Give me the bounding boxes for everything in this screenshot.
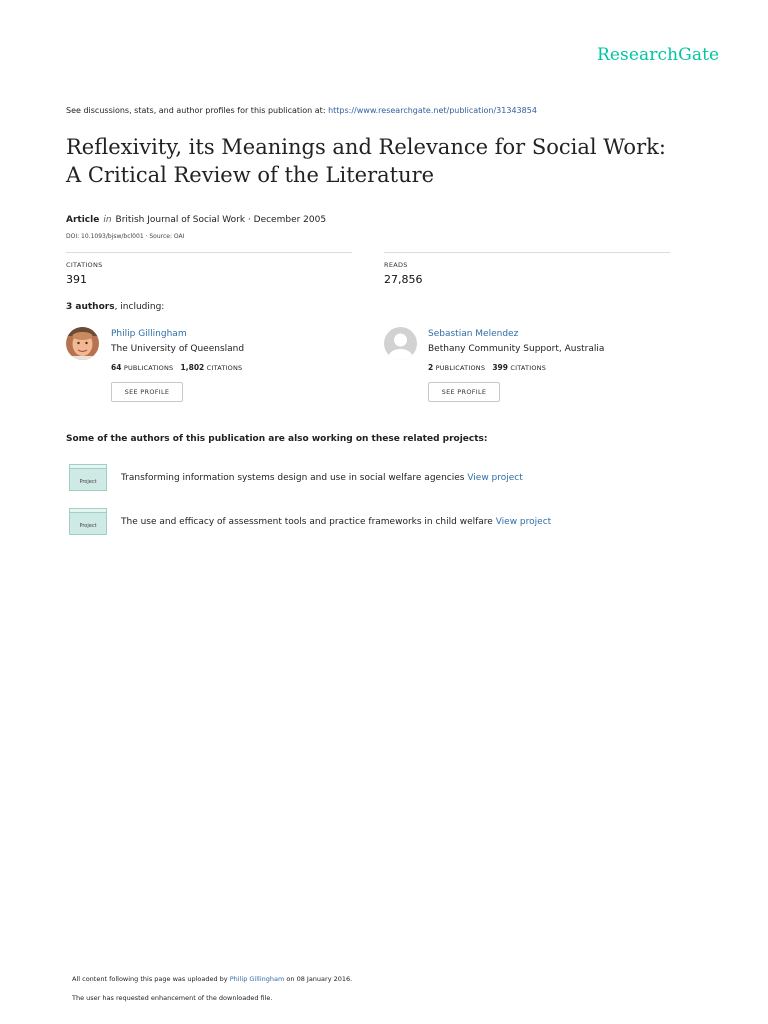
publication-link[interactable]: https://www.researchgate.net/publication/31343854 (328, 106, 537, 115)
authors-heading (66, 302, 164, 312)
related-projects-heading: Some of the authors of this publication are also working on these related projects: (66, 434, 488, 444)
title-line-2: A Critical Review of the Literature (66, 163, 435, 187)
project-title: The use and efficacy of assessment tools and practice frameworks in child welfare (121, 517, 493, 527)
citations-value: 391 (66, 273, 87, 286)
view-project-link[interactable]: View project (495, 517, 552, 527)
author-institution: Bethany Community Support, Australia (428, 344, 605, 354)
project-folder-icon (69, 508, 107, 535)
author-name-philip-gillingham[interactable]: Philip Gillingham (111, 329, 187, 339)
discussions-text: See discussions, stats, and author profiles for this publication at: (66, 106, 326, 115)
citations-label: CITATIONS (66, 261, 103, 269)
publications-count: 64 (111, 363, 122, 372)
publication-type: Article (66, 215, 100, 225)
project-folder-icon (69, 464, 107, 491)
publication-title (66, 133, 726, 189)
author-institution: The University of Queensland (111, 344, 245, 354)
publications-label: PUBLICATIONS (435, 364, 486, 372)
publications-label: PUBLICATIONS (123, 364, 174, 372)
citations-count: 1,802 (180, 363, 205, 372)
researchgate-logo[interactable]: ResearchGate (597, 45, 720, 65)
default-avatar-icon (384, 327, 417, 360)
authors-including: , including: (114, 302, 165, 312)
citations-divider (66, 252, 352, 253)
author-stats (111, 363, 242, 372)
citations-label: CITATIONS (206, 364, 243, 372)
in-word: in (103, 215, 112, 225)
avatar-sebastian-melendez[interactable] (384, 327, 417, 360)
author-photo-icon (66, 327, 99, 360)
title-line-1: Reflexivity, its Meanings and Relevance for Social Work: (66, 135, 666, 159)
discussions-line (66, 106, 537, 115)
authors-count: 3 authors (66, 302, 115, 312)
journal-date: British Journal of Social Work · December 2005 (115, 215, 327, 225)
author-stats (428, 363, 546, 372)
upload-note (72, 975, 352, 983)
publication-meta (66, 215, 326, 225)
publications-count: 2 (428, 363, 434, 372)
uploader-link[interactable]: Philip Gillingham (229, 975, 285, 983)
citations-label: CITATIONS (510, 364, 547, 372)
doi-source: DOI: 10.1093/bjsw/bcl001 · Source: OAI (66, 233, 185, 240)
upload-suffix: on 08 January 2016. (286, 975, 353, 983)
view-project-link[interactable]: View project (467, 473, 523, 483)
see-profile-button[interactable]: SEE PROFILE (428, 382, 500, 402)
related-project-item (121, 517, 551, 527)
reads-divider (384, 252, 670, 253)
enhancement-note: The user has requested enhancement of the downloaded file. (72, 994, 273, 1002)
reads-label: READS (384, 261, 408, 269)
project-icon-label: Project (79, 523, 97, 529)
related-project-item (121, 473, 523, 483)
citations-count: 399 (492, 363, 508, 372)
reads-value: 27,856 (384, 273, 423, 286)
avatar-philip-gillingham[interactable] (66, 327, 99, 360)
project-icon-label: Project (79, 479, 97, 485)
project-title: Transforming information systems design and use in social welfare agencies (121, 473, 465, 483)
upload-prefix: All content following this page was uploaded by (72, 975, 228, 983)
author-name-sebastian-melendez[interactable]: Sebastian Melendez (428, 329, 519, 339)
see-profile-button[interactable]: SEE PROFILE (111, 382, 183, 402)
